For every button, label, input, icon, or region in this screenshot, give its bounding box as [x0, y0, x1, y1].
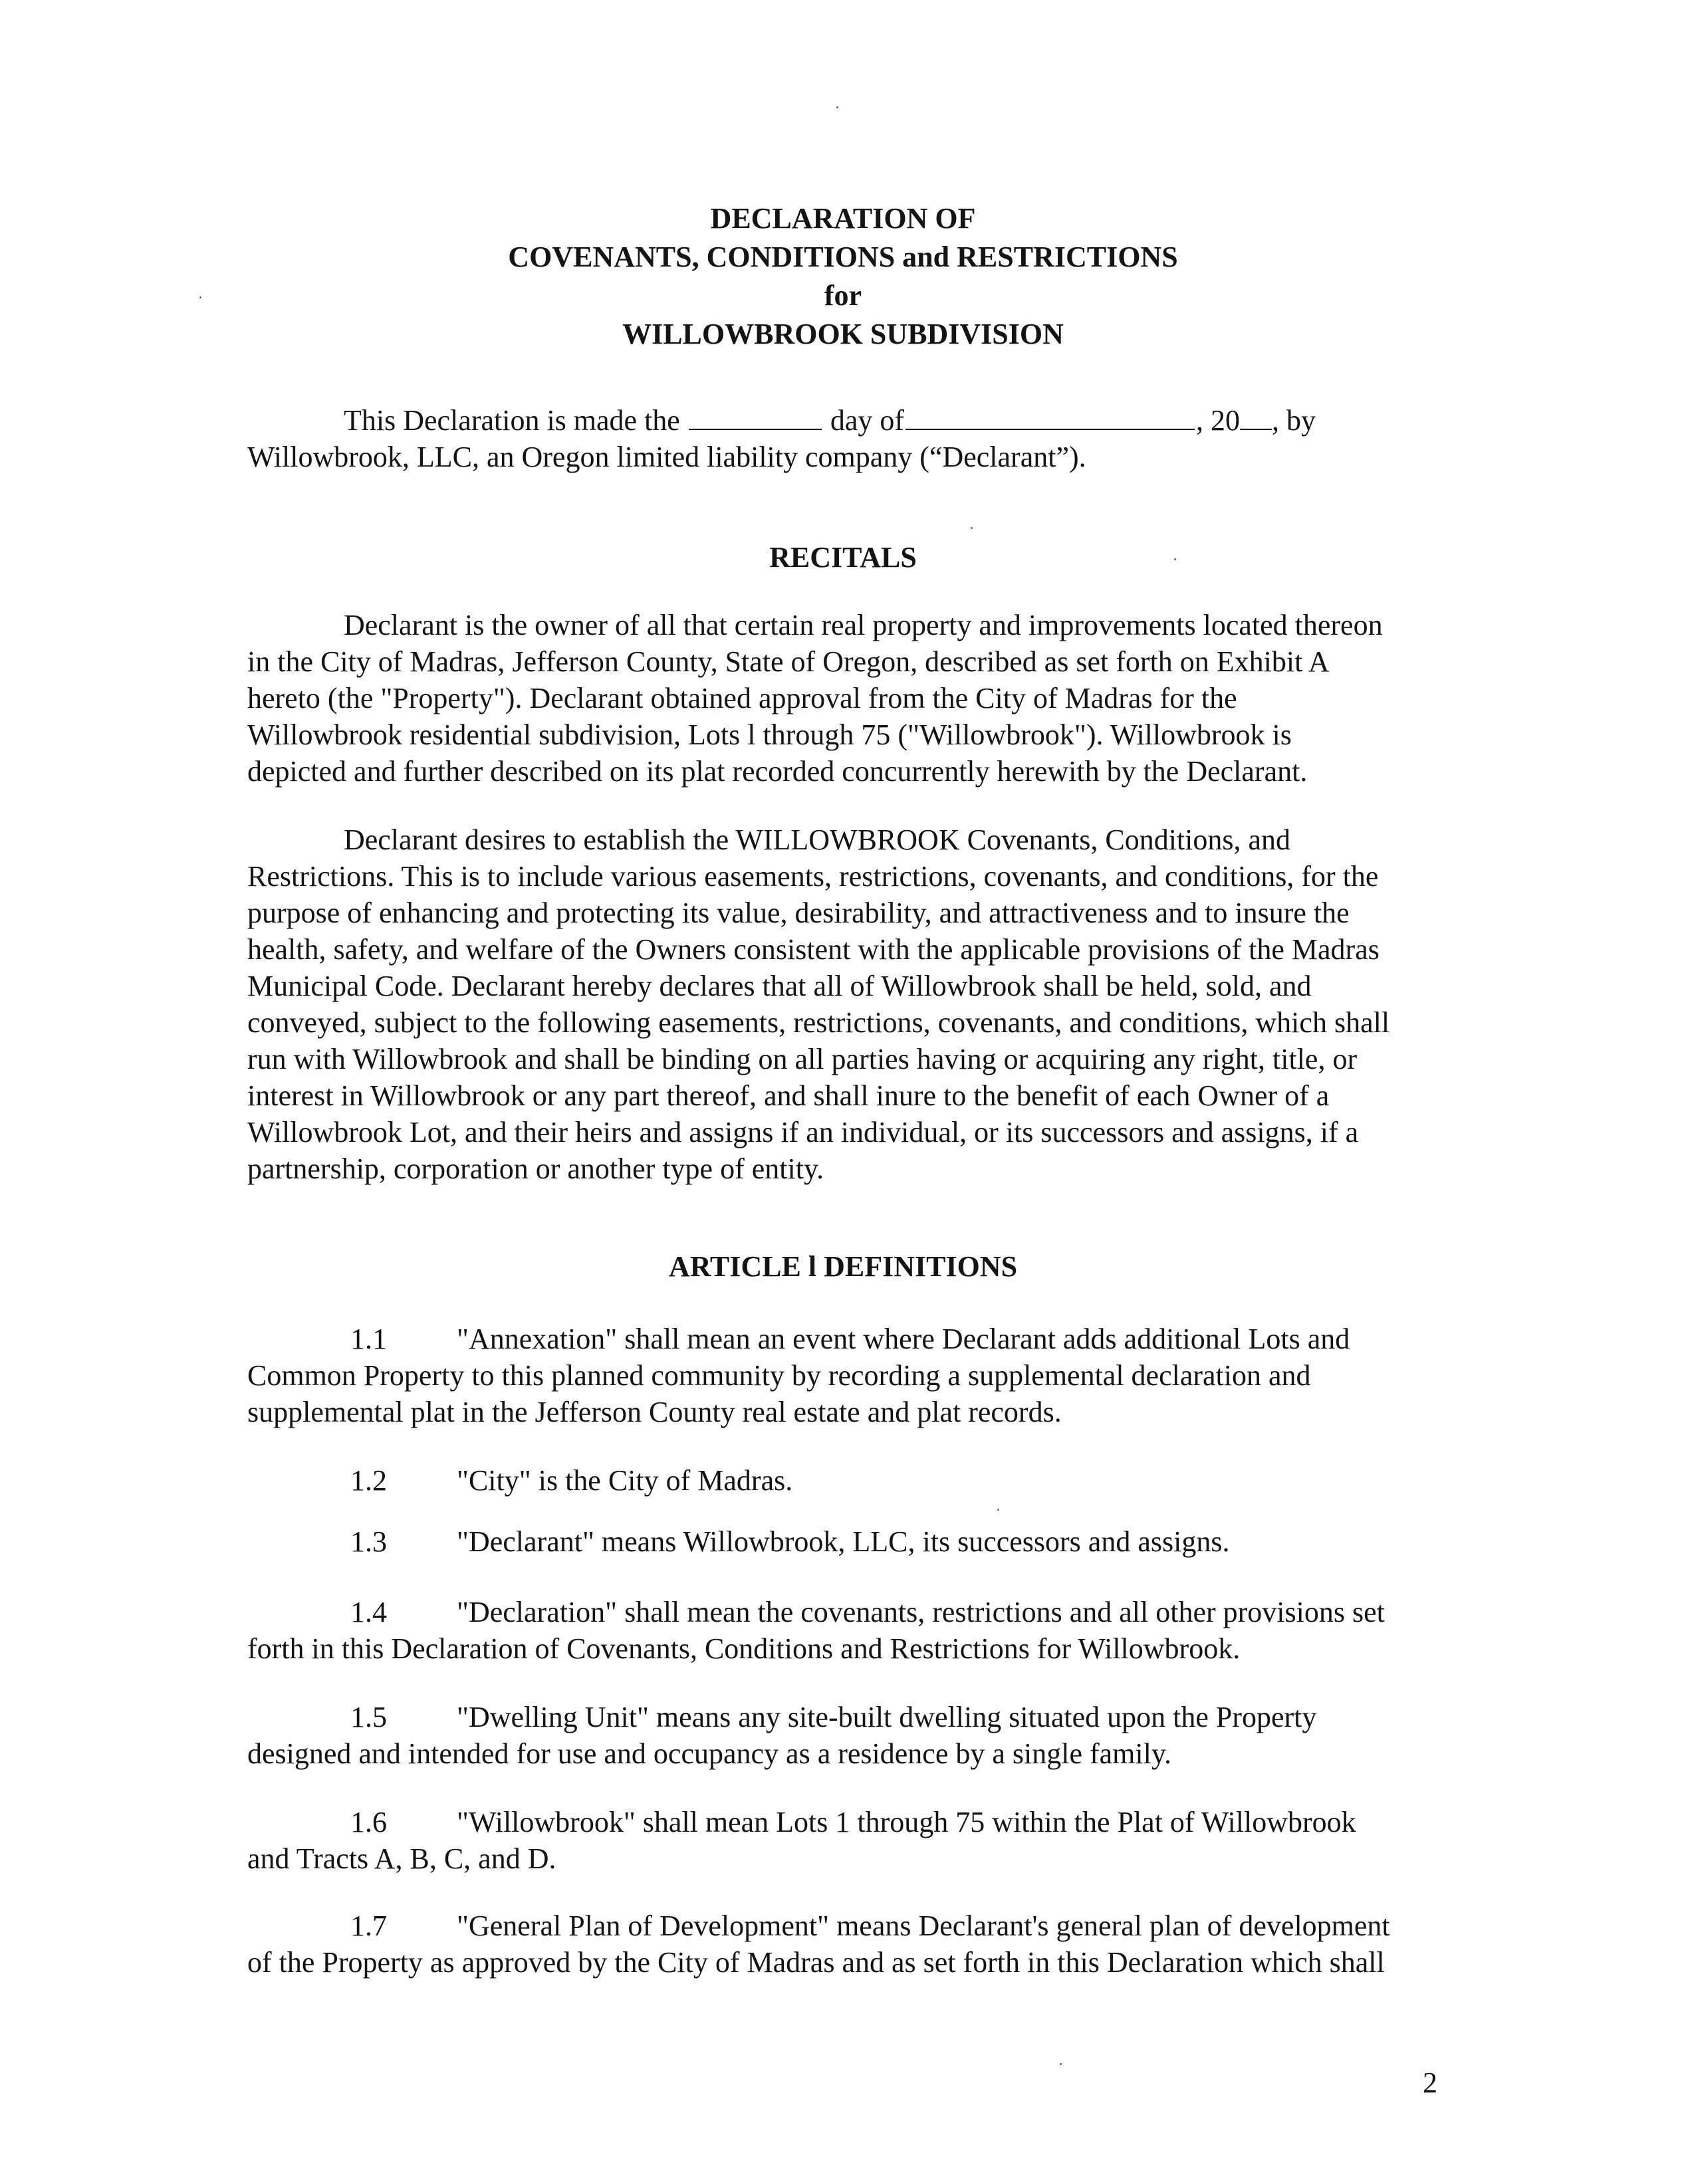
text-line: supplemental plat in the Jefferson County real estate and plat records. [247, 1396, 1062, 1428]
definition-1-7 [247, 1908, 1444, 1981]
definition-1-6 [247, 1804, 1444, 1877]
text-line: Willowbrook residential subdivision, Lots l through 75 ("Willowbrook"). Willowbrook is [247, 718, 1292, 751]
scan-speck [1174, 558, 1176, 560]
definition-number: 1.6 [350, 1806, 387, 1838]
definition-text: "Willowbrook" shall mean Lots 1 through 75 within the Plat of Willowbrook [457, 1806, 1356, 1838]
preamble [247, 402, 1444, 475]
definition-first-line [247, 1523, 1444, 1560]
text-line: purpose of enhancing and protecting its value, desirability, and attractiveness and to insure the [247, 897, 1350, 929]
definition-1-5 [247, 1699, 1444, 1772]
definition-1-4 [247, 1594, 1444, 1667]
preamble-text-4: , by [1272, 404, 1316, 437]
preamble-text-1: This Declaration is made the [344, 404, 680, 437]
title-line-3: for [824, 279, 862, 312]
definition-1-1 [247, 1321, 1444, 1430]
year-blank [1240, 403, 1272, 430]
text-line: hereto (the "Property"). Declarant obtained approval from the City of Madras for the [247, 682, 1237, 714]
definition-number: 1.1 [350, 1323, 387, 1355]
definition-1-2 [247, 1462, 1444, 1499]
document-title [0, 199, 1686, 354]
text-line: Common Property to this planned community by recording a supplemental declaration and [247, 1359, 1311, 1392]
text-line: health, safety, and welfare of the Owners consistent with the applicable provisions of the Madras [247, 933, 1380, 966]
preamble-line-1 [247, 402, 1444, 439]
definition-text: "Dwelling Unit" means any site-built dwelling situated upon the Property [457, 1701, 1317, 1733]
text-line: of the Property as approved by the City of Madras and as set forth in this Declaration which shall [247, 1946, 1385, 1979]
scan-speck [1060, 2063, 1062, 2065]
day-blank [689, 403, 822, 430]
definition-first-line [247, 1908, 1444, 1944]
month-blank [905, 403, 1195, 430]
scan-speck [836, 106, 838, 108]
preamble-text-2: day of [830, 404, 905, 437]
definition-first-line [247, 1321, 1444, 1357]
definition-number: 1.2 [350, 1464, 387, 1497]
text-line: partnership, corporation or another type of entity. [247, 1152, 824, 1185]
recitals-heading: RECITALS [769, 541, 917, 574]
preamble-line-2: Willowbrook, LLC, an Oregon limited liability company (“Declarant”). [247, 441, 1086, 473]
page-number: 2 [1423, 2066, 1437, 2099]
scan-speck [199, 296, 201, 298]
text-line: run with Willowbrook and shall be binding on all parties having or acquiring any right, title, or [247, 1043, 1358, 1075]
text-line: forth in this Declaration of Covenants, Conditions and Restrictions for Willowbrook. [247, 1632, 1241, 1665]
scan-speck [997, 1509, 999, 1511]
text-line: conveyed, subject to the following easements, restrictions, covenants, and conditions, which shall [247, 1006, 1390, 1039]
definition-number: 1.4 [350, 1596, 387, 1628]
definition-first-line [247, 1462, 1444, 1499]
definition-text: "Annexation" shall mean an event where Declarant adds additional Lots and [457, 1323, 1350, 1355]
definition-text: "General Plan of Development" means Declarant's general plan of development [457, 1910, 1390, 1942]
text-line: in the City of Madras, Jefferson County, State of Oregon, described as set forth on Exhibit A [247, 645, 1330, 678]
text-line: Declarant desires to establish the WILLOWBROOK Covenants, Conditions, and [344, 823, 1291, 856]
text-line: Municipal Code. Declarant hereby declares that all of Willowbrook shall be held, sold, and [247, 970, 1312, 1002]
definition-text: "Declarant" means Willowbrook, LLC, its successors and assigns. [457, 1525, 1230, 1558]
text-line: designed and intended for use and occupancy as a residence by a single family. [247, 1737, 1171, 1770]
scan-speck [971, 527, 973, 529]
definition-first-line [247, 1804, 1444, 1840]
definition-1-3 [247, 1523, 1444, 1560]
definition-first-line [247, 1594, 1444, 1630]
text-line: interest in Willowbrook or any part thereof, and shall inure to the benefit of each Owner of a [247, 1079, 1330, 1112]
recitals-paragraph-2 [247, 821, 1444, 1187]
text-line: Declarant is the owner of all that certain real property and improvements located thereon [344, 609, 1383, 641]
definition-text: "Declaration" shall mean the covenants, restrictions and all other provisions set [457, 1596, 1385, 1628]
title-line-2: COVENANTS, CONDITIONS and RESTRICTIONS [508, 241, 1178, 273]
definition-number: 1.7 [350, 1910, 387, 1942]
text-line: Restrictions. This is to include various easements, restrictions, covenants, and conditions, for the [247, 860, 1379, 893]
definition-number: 1.5 [350, 1701, 387, 1733]
recitals-paragraph-1 [247, 607, 1444, 790]
definition-number: 1.3 [350, 1525, 387, 1558]
text-line: and Tracts A, B, C, and D. [247, 1842, 556, 1875]
preamble-text-3: , 20 [1196, 404, 1241, 437]
title-line-1: DECLARATION OF [710, 202, 976, 235]
definition-text: "City" is the City of Madras. [457, 1464, 793, 1497]
definition-first-line [247, 1699, 1444, 1735]
title-line-4: WILLOWBROOK SUBDIVISION [622, 318, 1064, 350]
article-1-heading: ARTICLE l DEFINITIONS [668, 1250, 1018, 1283]
text-line: Willowbrook Lot, and their heirs and assigns if an individual, or its successors and assigns, if a [247, 1116, 1359, 1148]
text-line: depicted and further described on its plat recorded concurrently herewith by the Declarant. [247, 755, 1308, 788]
